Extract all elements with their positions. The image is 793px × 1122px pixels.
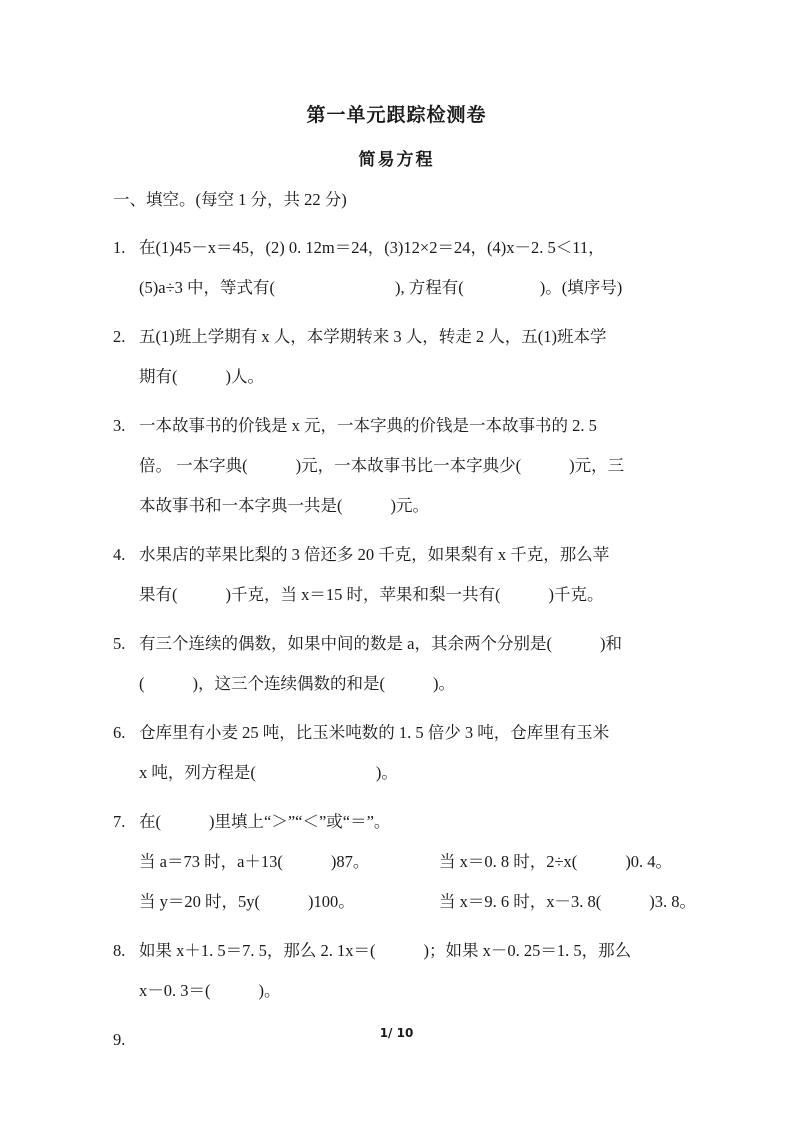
question-text: 在(: [139, 812, 161, 831]
question-text: ), 方程有(: [395, 278, 464, 297]
question-text: 仓库里有小麦 25 吨，比玉米吨数的 1. 5 倍少 3 吨，仓库里有玉米: [139, 723, 610, 742]
question-continuation-line: [113, 664, 688, 704]
question-text: )；如果 x－0. 25＝1. 5，那么: [423, 941, 632, 960]
question-text: )千克。: [548, 585, 604, 604]
question-text: )元，一本故事书比一本字典少(: [295, 456, 522, 475]
question-text: 本故事书和一本字典一共是(: [139, 496, 343, 515]
question-continuation-line: [113, 753, 688, 793]
page-subtitle: 简易方程: [358, 150, 435, 170]
question-text: (: [139, 674, 145, 693]
question-text: )，这三个连续偶数的和是(: [192, 674, 385, 693]
question-number: 2.: [113, 327, 126, 346]
question-list: [113, 228, 696, 1069]
page-title: 第一单元跟踪检测卷: [306, 104, 487, 126]
question-item: [113, 931, 688, 1011]
question-text: 当 x＝0. 8 时，2÷x(: [439, 852, 578, 871]
subrow-left-expression: [139, 842, 369, 882]
question-text: )3. 8。: [649, 892, 696, 911]
question-text: 当 x＝9. 6 时，x－3. 8(: [439, 892, 602, 911]
question-first-line: [113, 406, 688, 446]
question-subrow: [113, 842, 688, 882]
subrow-left-expression: [139, 882, 355, 922]
question-item: [113, 535, 688, 615]
question-text: 五(1)班上学期有 x 人，本学期转来 3 人，转走 2 人，五(1)班本学: [139, 327, 607, 346]
question-continuation-line: [113, 575, 688, 615]
question-item: [113, 802, 696, 922]
question-first-line: [113, 228, 688, 268]
question-first-line: [113, 931, 688, 971]
section-heading-fill-in-blanks: 一、填空。(每空 1 分，共 22 分): [113, 190, 347, 209]
question-text: )0. 4。: [625, 852, 673, 871]
question-text: x 吨，列方程是(: [139, 763, 256, 782]
question-continuation-line: [113, 971, 688, 1011]
question-text: )。: [375, 763, 398, 782]
question-text: x－0. 3＝(: [139, 981, 211, 1000]
question-continuation-line: [113, 268, 688, 308]
question-text: )100。: [308, 892, 355, 911]
question-continuation-line: [113, 357, 688, 397]
question-number: 4.: [113, 545, 126, 564]
question-number: 6.: [113, 723, 126, 742]
question-text: )人。: [225, 367, 264, 386]
question-item: [113, 317, 688, 397]
question-text: )元，三: [569, 456, 625, 475]
question-text: 在(1)45－x＝45，(2) 0. 12m＝24，(3)12×2＝24，(4)x－2. 5＜11，: [139, 238, 605, 257]
question-first-line: [113, 624, 688, 664]
question-number: 1.: [113, 238, 126, 257]
question-item: [113, 713, 688, 793]
question-number: 7.: [113, 812, 126, 831]
question-text: )千克，当 x＝15 时，苹果和梨一共有(: [225, 585, 501, 604]
subrow-right-expression: [439, 842, 672, 882]
question-item: [113, 624, 688, 704]
question-text: )里填上“＞”“＜”或“＝”。: [209, 812, 391, 831]
question-item: [113, 228, 688, 308]
question-text: 倍。 一本字典(: [139, 456, 248, 475]
question-first-line: [113, 802, 688, 842]
question-number: 5.: [113, 634, 126, 653]
question-first-line: [113, 317, 688, 357]
question-text: )元。: [390, 496, 429, 515]
question-continuation-line: [113, 486, 688, 526]
question-subrow: [113, 882, 696, 922]
question-text: (5)a÷3 中，等式有(: [139, 278, 275, 297]
question-text: 果有(: [139, 585, 178, 604]
question-number: 9.: [113, 1030, 126, 1049]
question-text: )。: [258, 981, 281, 1000]
question-item: [113, 406, 688, 526]
subrow-right-expression: [439, 882, 696, 922]
question-text: )。: [433, 674, 455, 693]
question-text: )。(填序号): [539, 278, 623, 297]
question-first-line: [113, 713, 688, 753]
question-text: 期有(: [139, 367, 178, 386]
question-text: 一本故事书的价钱是 x 元，一本字典的价钱是一本故事书的 2. 5: [139, 416, 597, 435]
question-text: 有三个连续的偶数，如果中间的数是 a，其余两个分别是(: [139, 634, 552, 653]
page-footer: 1/ 10: [379, 1026, 414, 1040]
question-continuation-line: [113, 446, 688, 486]
question-text: 当 y＝20 时，5y(: [139, 892, 260, 911]
question-text: )和: [599, 634, 622, 653]
question-number: 3.: [113, 416, 126, 435]
question-text: 水果店的苹果比梨的 3 倍还多 20 千克，如果梨有 x 千克，那么苹: [139, 545, 610, 564]
question-text: )87。: [330, 852, 370, 871]
question-number: 8.: [113, 941, 126, 960]
question-text: 如果 x＋1. 5＝7. 5，那么 2. 1x＝(: [139, 941, 376, 960]
question-first-line: [113, 535, 688, 575]
question-text: 当 a＝73 时，a＋13(: [139, 852, 283, 871]
